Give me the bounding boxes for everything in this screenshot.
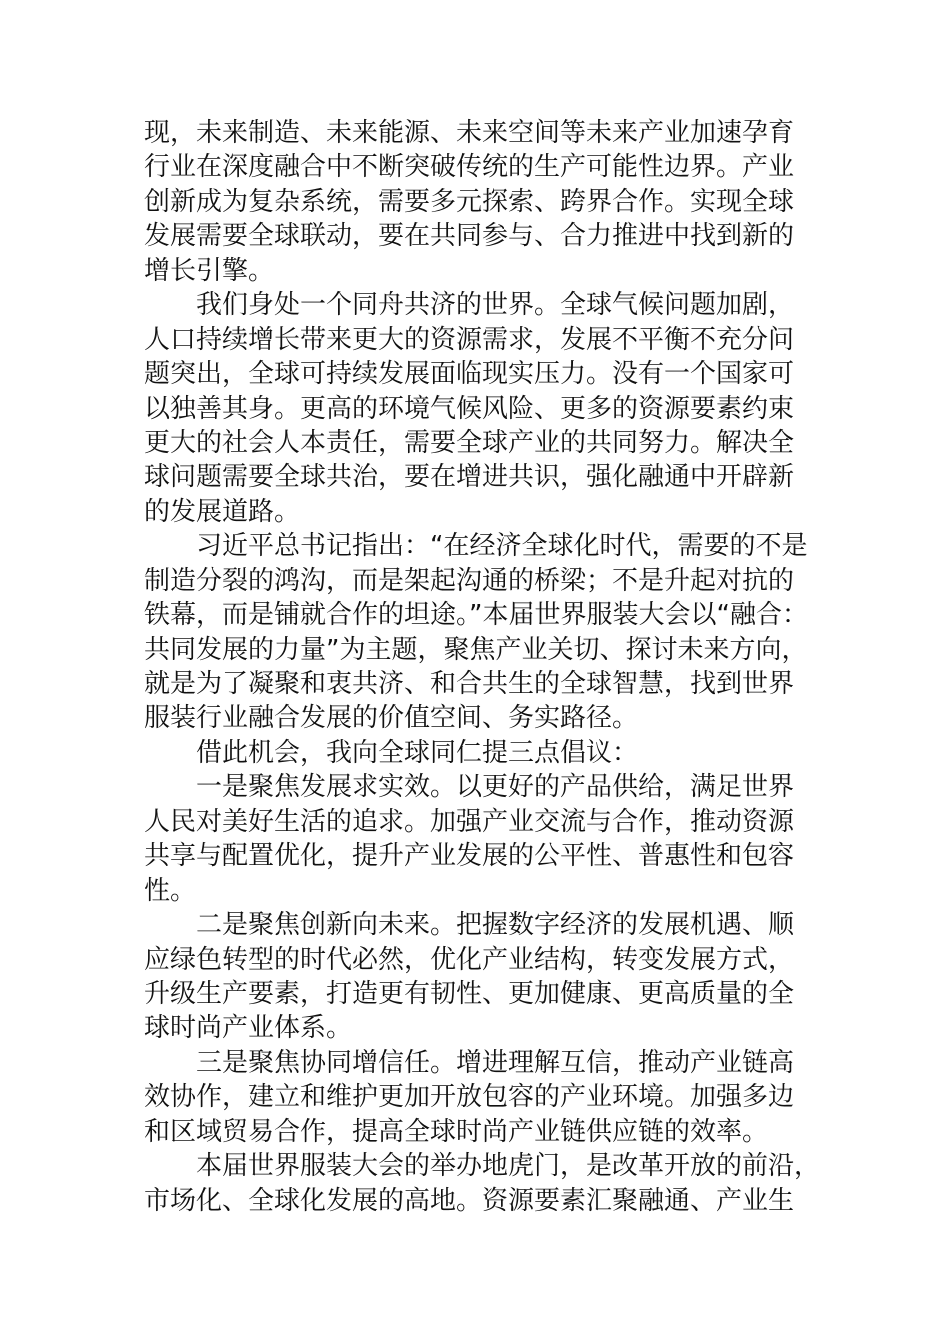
paragraph-first-line: 我们身处一个同舟共济的世界。全球气候问题加剧， [196,290,795,321]
text-line: 的发展道路。 [144,496,301,527]
text-line: 发展需要全球联动，要在共同参与、合力推进中找到新的 [144,221,795,252]
text-line: 现，未来制造、未来能源、未来空间等未来产业加速孕育 [144,118,795,148]
text-line: 铁幕，而是铺就合作的坦途。”本届世界服装大会以“融合： [144,600,808,631]
text-line: 增长引擎。 [144,255,275,286]
text-line: 服装行业融合发展的价值空间、务实路径。 [144,703,639,734]
body-text [144,116,834,1218]
text-line: 就是为了凝聚和衷共济、和合共生的全球智慧，找到世界 [144,669,795,699]
text-line: 效协作，建立和维护更加开放包容的产业环境。加强多边 [144,1082,795,1113]
text-line: 性。 [144,875,197,906]
text-line: 共同发展的力量”为主题，聚焦产业关切、探讨未来方向， [144,634,808,665]
paragraph-first-line: 三是聚焦协同增信任。增进理解互信，推动产业链高 [196,1047,795,1078]
paragraph-first-line: 本届世界服装大会的举办地虎门，是改革开放的前沿， [196,1151,821,1182]
paragraph-first-line: 二是聚焦创新向未来。把握数字经济的发展机遇、顺 [196,910,795,941]
text-line: 题突出，全球可持续发展面临现实压力。没有一个国家可 [144,359,795,390]
paragraph-first-line: 习近平总书记指出：“在经济全球化时代，需要的不是 [196,531,808,562]
text-line: 人口持续增长带来更大的资源需求，发展不平衡不充分问 [144,324,795,355]
text-line: 应绿色转型的时代必然，优化产业结构，转变发展方式， [144,944,795,975]
text-line: 创新成为复杂系统，需要多元探索、跨界合作。实现全球 [144,186,795,217]
text-line: 和区域贸易合作，提高全球时尚产业链供应链的效率。 [144,1116,769,1147]
text-line: 市场化、全球化发展的高地。资源要素汇聚融通、产业生 [144,1185,795,1216]
paragraph-first-line: 一是聚焦发展求实效。以更好的产品供给，满足世界 [196,772,795,803]
text-line: 以独善其身。更高的环境气候风险、更多的资源要素约束 [144,393,795,424]
text-line: 更大的社会人本责任，需要全球产业的共同努力。解决全 [144,427,795,458]
paragraph-first-line: 借此机会，我向全球同仁提三点倡议： [196,737,639,768]
text-line: 球时尚产业体系。 [144,1013,353,1044]
text-line: 共享与配置优化，提升产业发展的公平性、普惠性和包容 [144,841,795,872]
text-line: 行业在深度融合中不断突破传统的生产可能性边界。产业 [144,152,795,183]
text-line: 升级生产要素，打造更有韧性、更加健康、更高质量的全 [144,978,795,1009]
text-line: 球问题需要全球共治，要在增进共识，强化融通中开辟新 [144,462,795,493]
text-line: 制造分裂的鸿沟，而是架起沟通的桥梁；不是升起对抗的 [144,565,795,596]
text-line: 人民对美好生活的追求。加强产业交流与合作，推动资源 [144,806,795,837]
